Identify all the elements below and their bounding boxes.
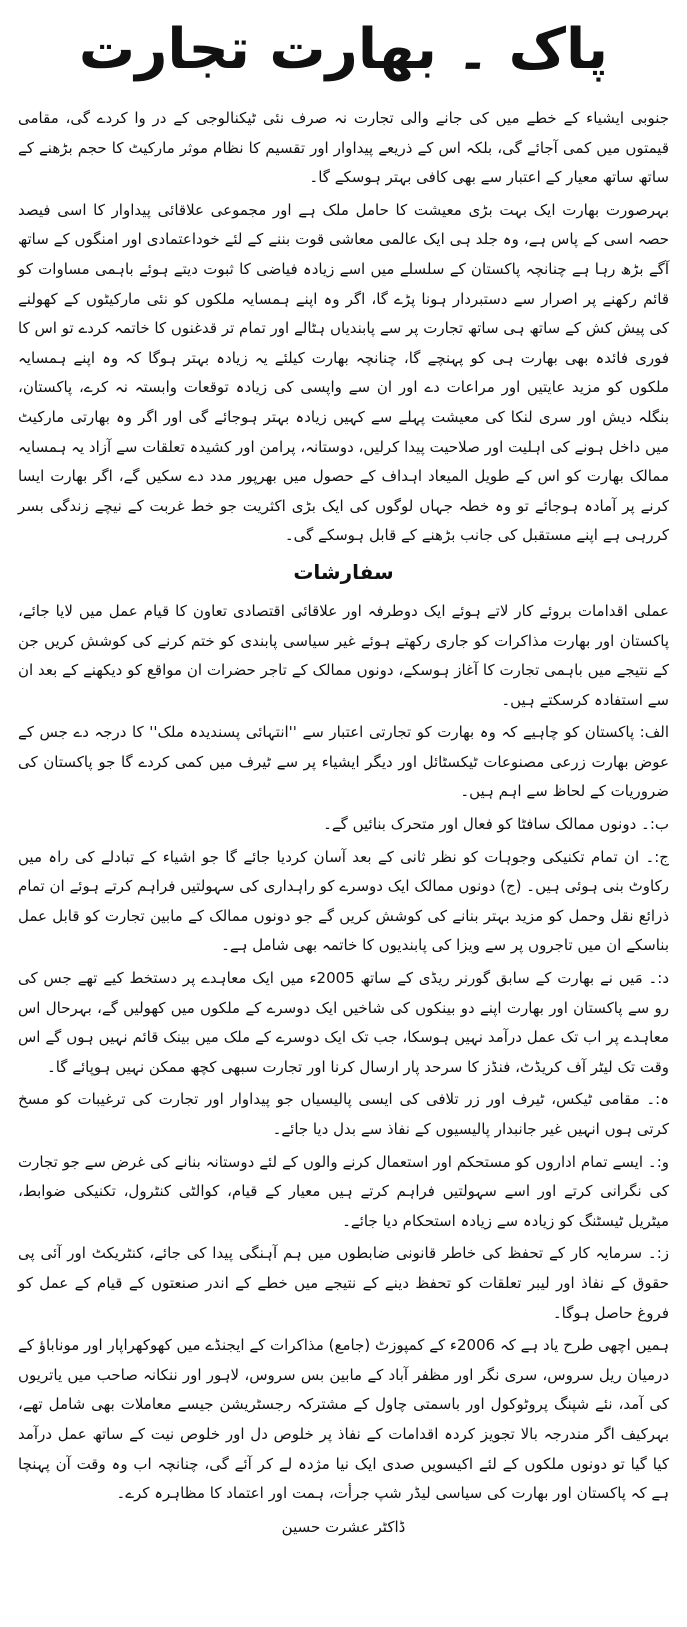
closing-paragraph: ہمیں اچھی طرح یاد ہے کہ 2006ء کے کمپوزٹ (جامع) مذاکرات کے ایجنڈے میں کھوکھراپار اور موناباؤ کے درمیان ریل سروس، سری نگر اور مظفر آباد کے مابین بس سروس، لاہور اور ننکانہ صاحب میں یاتریوں کی آمد، نئے شپنگ پروٹوکول اور باسمتی چاول کے مشترکہ رجسٹریشن جیسے معاملات بھی شامل تھے، بہرکیف اگر مندرجہ بالا تجویز کردہ اقدامات کے نفاذ پر خلوص دل اور خلوص نیت کے ساتھ عمل درآمد کیا گیا تو دونوں ملکوں کے لئے اکیسویں صدی ایک نیا مژدہ لے کر آئے گی، چنانچہ اب وہ وقت آن پہنچا ہے کہ پاکستان اور بھارت کی سیاسی لیڈر شپ جرأت، ہمت اور اعتماد کا مظاہرہ کرے۔ <box>18 1336 669 1503</box>
recommendation-item: الف: پاکستان کو چاہیے کہ وہ بھارت کو تجارتی اعتبار سے ''انتہائی پسندیدہ ملک'' کا درجہ دے جس کے عوض بھارت زرعی مصنوعات ٹیکسٹائل اور دیگر ایشیاء پر سے ٹیرف میں کمی کردے گا جو پاکستان کی ضروریات کے لحاظ سے اہم ہیں۔ <box>18 723 669 801</box>
recommendation-item: ج:۔ ان تمام تکنیکی وجوہات کو نظر ثانی کے بعد آسان کردیا جائے گا جو اشیاء کے تبادلے کی راہ میں رکاوٹ بنی ہوئی ہیں۔ (ج) دونوں ممالک ایک دوسرے کو راہداری کی سہولتیں فراہم کرتے ہوئے ان تمام ذرائع نقل وحمل کو مزید بہتر بنانے کی کوشش کریں گے جو دونوں ممالک کے مابین تجارت کو قابل عمل بناسکے ان میں تاجروں پر سے ویزا کی پابندیوں کا خاتمہ بھی شامل ہے۔ <box>18 847 669 955</box>
recommendation-item: ز:۔ سرمایہ کار کے تحفظ کی خاطر قانونی ضابطوں میں ہم آہنگی پیدا کی جائے، کنٹریکٹ اور آئی پی حقوق کے نفاذ اور لیبر تعلقات کو تحفظ دینے کے نتیجے میں خطے کے اندر صنعتوں کے قیام کے عمل کو فروغ حاصل ہوگا۔ <box>18 1244 669 1322</box>
recommendations-heading: سفارشات <box>293 559 394 584</box>
recommendations-intro: عملی اقدامات بروئے کار لاتے ہوئے ایک دوطرفہ اور علاقائی اقتصادی تعاون کا قیام عمل میں لایا جائے، پاکستان اور بھارت مذاکرات کو جاری رکھتے ہوئے غیر سیاسی پابندی کو ختم کرنے کی کوشش کریں جن کے نتیجے میں باہمی تجارت کا آغاز ہوسکے، دونوں ممالک کے تاجر حضرات ان مواقع کو دیکھنے کے بعد ان سے استفادہ کرسکتے ہیں۔ <box>18 601 669 709</box>
article-body <box>18 104 669 1541</box>
recommendation-item: د:۔ مَیں نے بھارت کے سابق گورنر ریڈی کے ساتھ 2005ء میں ایک معاہدے پر دستخط کیے تھے جس کی رو سے پاکستان اور بھارت اپنے دو بینکوں کی شاخیں ایک دوسرے کے ملکوں میں کھولیں گے، بہرحال اس معاہدے پر اب تک عمل درآمد نہیں ہوسکا، جب تک ایک دوسرے کے ملک میں بینک قائم نہیں ہوں گے اس وقت تک لیٹر آف کریڈٹ، فنڈز کا سرحد پار ارسال کرنا اور تجارت سبھی کچھ ممکن نہیں ہوپائے گا۔ <box>18 969 670 1076</box>
article-title: پاک ۔ بھارت تجارت <box>78 17 609 82</box>
recommendation-item: و:۔ ایسے تمام اداروں کو مستحکم اور استعمال کرنے والوں کے لئے دوستانہ بنانے کی غرض سے جو تجارت کی نگرانی کرتے اور اسے سہولتیں فراہم کرتے ہیں معیار کے قیام، کوالٹی کنٹرول، تکنیکی ضوابط، میٹریل ٹیسٹنگ کو زیادہ سے زیادہ استحکام دیا جائے۔ <box>18 1152 669 1230</box>
recommendation-item: ہ:۔ مقامی ٹیکس، ٹیرف اور زر تلافی کی ایسی پالیسیاں جو پیداوار اور تجارت کی ترغیبات کو مسخ کرتی ہوں انہیں غیر جانبدار پالیسیوں کے نفاذ سے بدل دیا جائے۔ <box>18 1090 669 1138</box>
intro-paragraph: جنوبی ایشیاء کے خطے میں کی جانے والی تجارت نہ صرف نئی ٹیکنالوجی کے در وا کردے گی، مقامی قیمتوں میں کمی آجائے گی، بلکہ اس کے ذریعے پیداوار اور تقسیم کا نظام موثر مارکیٹ کا حجم بڑھنے کے ساتھ ساتھ معیار کے اعتبار سے بھی کافی بہتر ہوسکے گا۔ <box>18 109 669 187</box>
intro-paragraph: بہرصورت بھارت ایک بہت بڑی معیشت کا حامل ملک ہے اور مجموعی علاقائی پیداوار کا اسی فیصد حصہ اسی کے پاس ہے، وہ جلد ہی ایک عالمی معاشی قوت بننے کے لئے خوداعتمادی اور امنگوں کے ساتھ آگے بڑھ رہا ہے چنانچہ پاکستان کے سلسلے میں اسے زیادہ فیاضی کا ثبوت دیتے ہوئے باہمی مساوات کو قائم رکھنے پر اصرار سے دستبردار ہونا پڑے گا، اگر وہ اپنے ہمسایہ ملکوں کو نئی مارکیٹوں کے کھولنے کی پیش کش کے ساتھ ہی ساتھ تجارت پر سے پابندیاں ہٹالے اور تمام تر قدغنوں کا خاتمہ کردے تو اس کا فوری فائدہ بھی بھارت ہی کو پہنچے گا، چنانچہ بھارت کیلئے یہ زیادہ بہتر ہوگا کہ وہ اپنے ہمسایہ ملکوں کو مزید عایتیں اور مراعات دے اور ان سے واپسی کی زیادہ توقعات وابستہ نہ کرے، پاکستان، بنگلہ دیش اور سری لنکا کی معیشت پہلے سے کہیں زیادہ بہتر ہوجائے گی اور اگر وہ بھارتی مارکیٹ میں داخل ہونے کی اہلیت اور صلاحیت پیدا کرلیں، دوستانہ، پرامن اور کشیدہ تعلقات سے آزاد یہ ہمسایہ ممالک بھارت کو اس کے طویل المیعاد اہداف کے حصول میں بھرپور مدد دے سکیں گے، اگر بھارت ایسا کرنے پر آمادہ ہوجائے تو وہ خطہ جہاں لوگوں کی ایک بڑی اکثریت جو خط غربت کے نیچے زندگی بسر کررہی ہے اپنے مستقبل کی جانب بڑھنے کے قابل ہوسکے گی۔ <box>18 200 669 545</box>
author-name: ڈاکٹر عشرت حسین <box>281 1517 406 1536</box>
recommendation-item: ب:۔ دونوں ممالک سافٹا کو فعال اور متحرک بنائیں گے۔ <box>323 815 669 834</box>
